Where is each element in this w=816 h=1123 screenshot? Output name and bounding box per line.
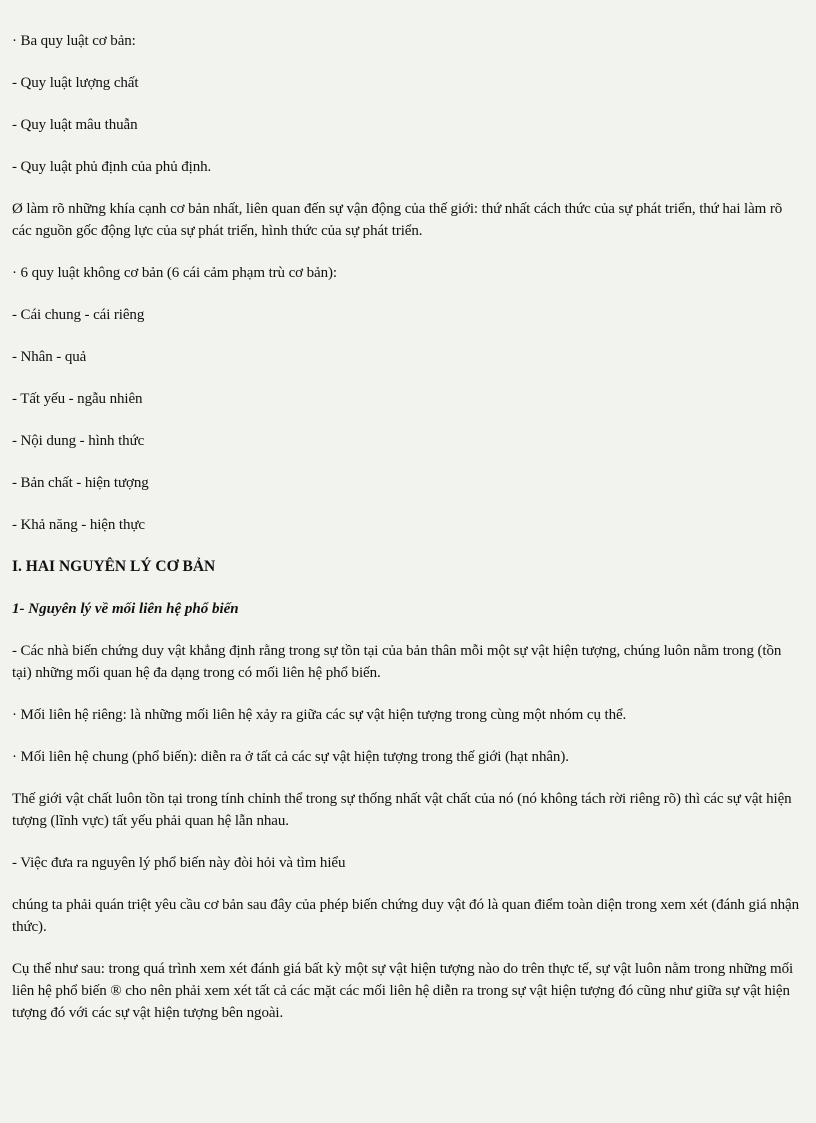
- list-item: - Quy luật mâu thuẫn: [12, 117, 138, 133]
- list-item: - Bản chất - hiện tượng: [12, 475, 149, 491]
- list-item: - Quy luật phủ định của phủ định.: [12, 159, 212, 175]
- paragraph: Thế giới vật chất luôn tồn tại trong tính chỉnh thể trong sự thống nhất vật chất của nó (nó không tách rời riêng rõ) thì các sự vật hiện tượng (lĩnh vực) tất yếu phải quan hệ lẫn nhau.: [12, 791, 792, 829]
- paragraph: - Các nhà biến chứng duy vật khẳng định rằng trong sự tồn tại của bản thân mỗi một sự vật hiện tượng, chúng luôn nằm trong (tồn tại) những mối quan hệ đa dạng trong có mối liên hệ phổ biến.: [12, 643, 782, 681]
- paragraph: · Mối liên hệ riêng: là những mối liên hệ xảy ra giữa các sự vật hiện tượng trong cùng một nhóm cụ thể.: [12, 707, 627, 723]
- list-item: - Khả năng - hiện thực: [12, 517, 145, 533]
- list-item: - Nhân - quả: [12, 349, 87, 365]
- subsection-heading: 1- Nguyên lý về mối liên hệ phổ biến: [12, 601, 239, 617]
- list-item: - Quy luật lượng chất: [12, 75, 139, 91]
- section-heading: I. HAI NGUYÊN LÝ CƠ BẢN: [12, 558, 216, 575]
- paragraph: Cụ thể như sau: trong quá trình xem xét đánh giá bất kỳ một sự vật hiện tượng nào do trên thực tế, sự vật luôn nằm trong những mối liên hệ phổ biến ® cho nên phải xem xét tất cả các mặt các mối liên hệ diễn ra trong sự vật hiện tượng đó cũng như giữa sự vật hiện tượng đó với các sự vật hiện tượng bên ngoài.: [12, 961, 794, 1021]
- paragraph: - Việc đưa ra nguyên lý phổ biến này đòi hỏi và tìm hiểu: [12, 855, 346, 871]
- paragraph: · Mối liên hệ chung (phổ biến): diễn ra ở tất cả các sự vật hiện tượng trong thế giới (hạt nhân).: [12, 749, 569, 765]
- paragraph: Ø làm rõ những khía cạnh cơ bản nhất, liên quan đến sự vận động của thế giới: thứ nhất cách thức của sự phát triển, thứ hai làm rõ các nguồn gốc động lực của sự phát triển, hình thức của sự phát triển.: [12, 201, 783, 239]
- list-item: · 6 quy luật không cơ bản (6 cái cảm phạm trù cơ bản):: [12, 265, 337, 281]
- list-item: - Cái chung - cái riêng: [12, 307, 145, 323]
- list-item: · Ba quy luật cơ bản:: [12, 33, 136, 49]
- paragraph: chúng ta phải quán triệt yêu cầu cơ bản sau đây của phép biến chứng duy vật đó là quan điểm toàn diện trong xem xét (đánh giá nhận thức).: [12, 897, 799, 935]
- list-item: - Tất yếu - ngẫu nhiên: [12, 391, 143, 407]
- list-item: - Nội dung - hình thức: [12, 433, 145, 449]
